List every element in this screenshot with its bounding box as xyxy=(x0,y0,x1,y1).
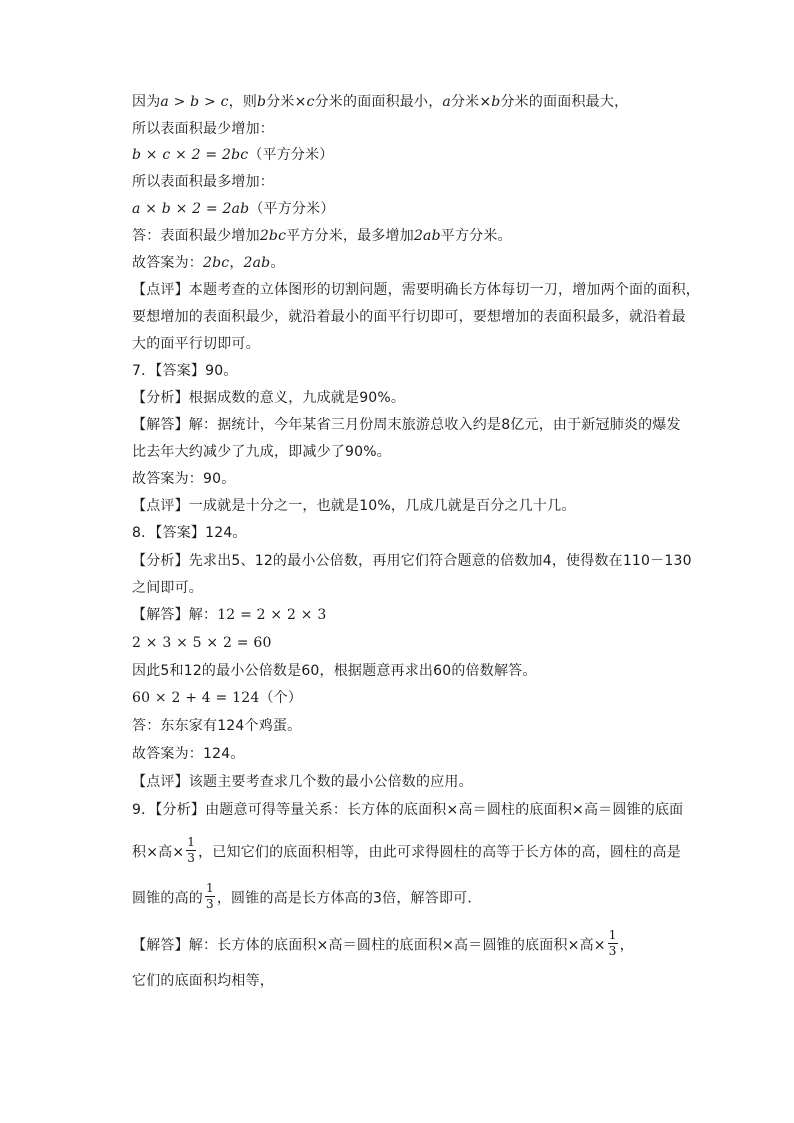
math-expression: 12 = 2 × 2 × 3 xyxy=(217,607,327,623)
text-line: 因此5和12的最小公倍数是60，根据题意再求出60的倍数解答。 xyxy=(132,663,537,679)
comment-line: 要想增加的表面积最少，就沿着最小的面平行切即可，要想增加的表面积最多，就沿着最 xyxy=(132,309,686,325)
text-line xyxy=(132,92,628,112)
text-run: 答：表面积最少增加 xyxy=(132,228,260,244)
text-line xyxy=(132,145,334,165)
math-expression: 2 × 3 × 5 × 2 = 60 xyxy=(132,635,272,651)
solution-line: 比去年大约减少了九成，即减少了90%。 xyxy=(132,444,391,460)
text-run: ，则 xyxy=(228,94,258,110)
text-line: 故答案为：90。 xyxy=(132,471,236,487)
text-line xyxy=(132,226,512,246)
fraction-numerator: 1 xyxy=(187,835,196,849)
text-run: 【解答】解：长方体的底面积×高＝圆柱的底面积×高＝圆锥的底面积×高× xyxy=(132,937,606,954)
fraction-denominator: 3 xyxy=(608,944,617,958)
solution-line: 它们的底面积均相等， xyxy=(132,973,274,989)
solution-line xyxy=(132,605,326,625)
math-expression: 2ab xyxy=(413,228,441,244)
text-run: 分米的面面积最大， xyxy=(500,94,629,110)
math-variable: b xyxy=(491,94,501,110)
text-run: 积×高× xyxy=(132,844,185,861)
fraction xyxy=(205,882,215,911)
unit-label: （平方分米） xyxy=(249,201,335,217)
fraction-numerator: 1 xyxy=(206,881,214,895)
text-run: 平方分米。 xyxy=(440,228,512,244)
math-variable: a xyxy=(442,94,451,110)
text-run: 故答案为： xyxy=(132,255,203,271)
text-line xyxy=(132,688,302,708)
fraction-numerator: 1 xyxy=(608,928,617,942)
analysis-line xyxy=(132,835,681,867)
solution-line: 【解答】解：据统计，今年某省三月份周末旅游总收入约是8亿元，由于新冠肺炎的爆发 xyxy=(132,417,681,433)
text-run: ，已知它们的底面积相等，由此可求得圆柱的高等于长方体的高，圆柱的高是 xyxy=(198,844,681,861)
text-run: 平方分米，最多增加 xyxy=(286,228,414,244)
text-run: 因为 xyxy=(132,94,161,110)
math-expression: a > b > c xyxy=(160,94,229,110)
comment-line: 【点评】该题主要考查求几个数的最小公倍数的应用。 xyxy=(132,774,473,790)
text-line xyxy=(132,199,335,219)
text-run: 。 xyxy=(270,255,285,271)
math-variable: b xyxy=(257,94,267,110)
math-variable: c xyxy=(306,94,315,110)
fraction-denominator: 3 xyxy=(187,851,196,865)
text-line xyxy=(132,253,285,273)
text-line: 所以表面积最多增加： xyxy=(132,174,274,190)
answer-heading: 7．【答案】90。 xyxy=(132,363,238,379)
text-run: 圆锥的高的 xyxy=(132,890,203,907)
text-run: 分米× xyxy=(266,94,307,110)
comment-line: 【点评】一成就是十分之一，也就是10%，几成几就是百分之几十几。 xyxy=(132,498,576,514)
math-expression: b × c × 2 = 2bc xyxy=(132,147,249,163)
analysis-line: 【分析】根据成数的意义，九成就是90%。 xyxy=(132,390,406,406)
text-line: 所以表面积最少增加： xyxy=(132,121,274,137)
analysis-line: 9．【分析】由题意可得等量关系：长方体的底面积×高＝圆柱的底面积×高＝圆锥的底面 xyxy=(132,802,684,818)
math-expression: 2bc xyxy=(259,228,287,244)
analysis-line xyxy=(132,881,482,913)
math-expression: 2ab xyxy=(243,255,271,271)
text-run: ， xyxy=(619,937,634,954)
math-expression: 60 × 2 + 4 = 124 xyxy=(132,690,260,706)
math-expression: 2bc xyxy=(203,255,230,271)
text-run: ，圆锥的高是长方体高的3倍，解答即可． xyxy=(216,890,482,907)
answer-heading: 8．【答案】124。 xyxy=(132,525,247,541)
text-run: 分米的面面积最小， xyxy=(314,94,443,110)
fraction-denominator: 3 xyxy=(206,897,214,911)
analysis-line: 【分析】先求出5、12的最小公倍数，再用它们符合题意的倍数加4，使得数在110－130 xyxy=(132,553,692,569)
fraction xyxy=(608,929,618,958)
text-line: 答：东东家有124个鸡蛋。 xyxy=(132,718,302,734)
text-run: 分米× xyxy=(450,94,492,110)
text-run: 【解答】解： xyxy=(132,607,218,623)
unit-label: （平方分米） xyxy=(248,147,334,163)
analysis-line: 之间即可。 xyxy=(132,580,203,596)
comment-line: 【点评】本题考查的立体图形的切割问题，需要明确长方体每切一刀，增加两个面的面积， xyxy=(132,282,700,298)
math-expression: a × b × 2 = 2ab xyxy=(132,201,250,217)
solution-line xyxy=(132,928,634,960)
text-run: ， xyxy=(229,255,244,271)
text-line: 故答案为：124。 xyxy=(132,746,245,762)
comment-line: 大的面平行切即可。 xyxy=(132,336,260,352)
unit-label: （个） xyxy=(259,690,303,706)
fraction xyxy=(186,836,196,865)
